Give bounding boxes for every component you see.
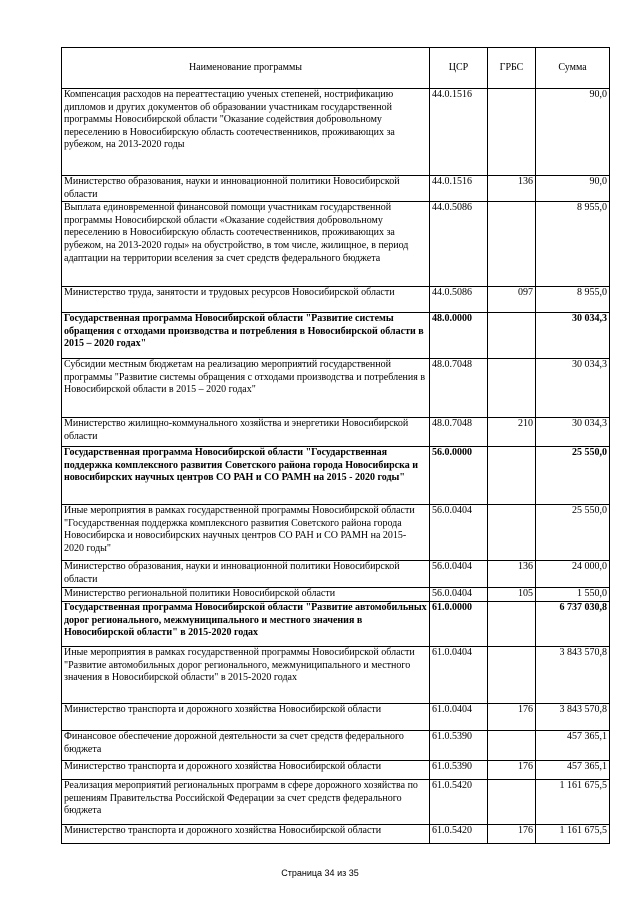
- row-grbs: 176: [488, 761, 536, 780]
- row-name: Иные мероприятия в рамках государственной программы Новосибирской области "Государственная поддержка комплексного развития Советского района города Новосибирска и новосибирских научных центров СО РАН и СО РАМН на 2015- 2020 годы": [62, 505, 430, 561]
- row-grbs: [488, 647, 536, 704]
- row-grbs: [488, 447, 536, 505]
- row-csr: 56.0.0404: [430, 561, 488, 588]
- row-csr: 48.0.7048: [430, 359, 488, 418]
- row-amount: 90,0: [536, 89, 610, 176]
- row-amount: 24 000,0: [536, 561, 610, 588]
- row-name: Министерство образования, науки и инновационной политики Новосибирской области: [62, 176, 430, 202]
- row-amount: 3 843 570,8: [536, 647, 610, 704]
- table-row: [62, 825, 610, 844]
- row-grbs: [488, 780, 536, 825]
- row-grbs: 136: [488, 176, 536, 202]
- table-row: [62, 704, 610, 731]
- row-name: Выплата единовременной финансовой помощи участникам государственной программы Новосибирской области «Оказание содействия добровольному переселению в Новосибирскую область соотечественников, проживающих за рубежом, на 2013-2020 годы» на обустройство, в том числе, жилищное, в период адаптации на территории вселения за счет средств федерального бюджета: [62, 202, 430, 287]
- page-number: Страница 34 из 35: [281, 868, 359, 878]
- header-grbs: ГРБС: [488, 48, 536, 89]
- row-grbs: 176: [488, 704, 536, 731]
- row-grbs: [488, 89, 536, 176]
- row-amount: 8 955,0: [536, 202, 610, 287]
- row-name: Министерство труда, занятости и трудовых ресурсов Новосибирской области: [62, 287, 430, 313]
- row-name: Государственная программа Новосибирской области "Развитие системы обращения с отходами производства и потребления в Новосибирской области в 2015 – 2020 годах": [62, 313, 430, 359]
- row-amount: 1 161 675,5: [536, 825, 610, 844]
- table-row: [62, 647, 610, 704]
- row-name: Государственная программа Новосибирской области "Государственная поддержка комплексного развития Советского района города Новосибирска и новосибирских научных центров СО РАН и СО РАМН на 2015 - 2020 годы": [62, 447, 430, 505]
- row-amount: 30 034,3: [536, 359, 610, 418]
- row-amount: 25 550,0: [536, 505, 610, 561]
- row-csr: 44.0.5086: [430, 202, 488, 287]
- row-amount: 457 365,1: [536, 761, 610, 780]
- row-csr: 61.0.0000: [430, 602, 488, 647]
- row-csr: 44.0.1516: [430, 89, 488, 176]
- row-name: Государственная программа Новосибирской области "Развитие автомобильных дорог регионального, межмуниципального и местного значения в Новосибирской области" в 2015-2020 годах: [62, 602, 430, 647]
- row-name: Министерство жилищно-коммунального хозяйства и энергетики Новосибирской области: [62, 418, 430, 447]
- table-row: [62, 780, 610, 825]
- table-row: [62, 447, 610, 505]
- row-grbs: [488, 731, 536, 761]
- row-amount: 30 034,3: [536, 418, 610, 447]
- row-csr: 61.0.5420: [430, 825, 488, 844]
- row-amount: 6 737 030,8: [536, 602, 610, 647]
- header-amount: Сумма: [536, 48, 610, 89]
- row-csr: 61.0.0404: [430, 647, 488, 704]
- row-csr: 48.0.0000: [430, 313, 488, 359]
- row-csr: 56.0.0000: [430, 447, 488, 505]
- table-row: [62, 202, 610, 287]
- row-name: Субсидии местным бюджетам на реализацию мероприятий государственной программы "Развитие системы обращения с отходами производства и потребления в Новосибирской области в 2015 – 2020 годах": [62, 359, 430, 418]
- row-csr: 61.0.5390: [430, 761, 488, 780]
- row-grbs: 176: [488, 825, 536, 844]
- row-grbs: 136: [488, 561, 536, 588]
- row-csr: 61.0.0404: [430, 704, 488, 731]
- row-amount: 30 034,3: [536, 313, 610, 359]
- table-row: [62, 561, 610, 588]
- header-csr: ЦСР: [430, 48, 488, 89]
- row-grbs: [488, 202, 536, 287]
- row-grbs: 097: [488, 287, 536, 313]
- row-amount: 457 365,1: [536, 731, 610, 761]
- row-amount: 8 955,0: [536, 287, 610, 313]
- row-grbs: 105: [488, 588, 536, 602]
- table-row: [62, 287, 610, 313]
- table-header-row: [62, 48, 610, 89]
- row-csr: 44.0.5086: [430, 287, 488, 313]
- table-row: [62, 505, 610, 561]
- row-name: Министерство образования, науки и инновационной политики Новосибирской области: [62, 561, 430, 588]
- row-name: Министерство транспорта и дорожного хозяйства Новосибирской области: [62, 825, 430, 844]
- table-row: [62, 602, 610, 647]
- row-name: Реализация мероприятий региональных программ в сфере дорожного хозяйства по решениям Правительства Российской Федерации за счет средств федерального бюджета: [62, 780, 430, 825]
- table-row: [62, 176, 610, 202]
- row-name: Иные мероприятия в рамках государственной программы Новосибирской области "Развитие автомобильных дорог регионального, межмуниципального и местного значения в Новосибирской области" в 2015-2020 годах: [62, 647, 430, 704]
- row-grbs: [488, 313, 536, 359]
- row-name: Финансовое обеспечение дорожной деятельности за счет средств федерального бюджета: [62, 731, 430, 761]
- row-amount: 3 843 570,8: [536, 704, 610, 731]
- row-csr: 56.0.0404: [430, 588, 488, 602]
- row-amount: 1 161 675,5: [536, 780, 610, 825]
- row-grbs: [488, 505, 536, 561]
- row-name: Министерство региональной политики Новосибирской области: [62, 588, 430, 602]
- row-name: Компенсация расходов на переаттестацию ученых степеней, нострификацию дипломов и других документов об образовании участникам государственной программы Новосибирской области "Оказание содействия добровольному переселению в Новосибирскую область соотечественников, проживающих за рубежом, на 2013-2020 годы: [62, 89, 430, 176]
- table-row: [62, 313, 610, 359]
- row-grbs: [488, 602, 536, 647]
- table-row: [62, 359, 610, 418]
- table-row: [62, 761, 610, 780]
- table-row: [62, 418, 610, 447]
- header-name: Наименование программы: [62, 48, 430, 89]
- row-amount: 90,0: [536, 176, 610, 202]
- row-csr: 44.0.1516: [430, 176, 488, 202]
- row-amount: 25 550,0: [536, 447, 610, 505]
- row-csr: 61.0.5420: [430, 780, 488, 825]
- table-row: [62, 588, 610, 602]
- row-name: Министерство транспорта и дорожного хозяйства Новосибирской области: [62, 704, 430, 731]
- table-row: [62, 731, 610, 761]
- table-row: [62, 89, 610, 176]
- budget-table: [61, 47, 610, 844]
- row-csr: 48.0.7048: [430, 418, 488, 447]
- table-body: [62, 89, 610, 844]
- row-name: Министерство транспорта и дорожного хозяйства Новосибирской области: [62, 761, 430, 780]
- row-grbs: 210: [488, 418, 536, 447]
- row-amount: 1 550,0: [536, 588, 610, 602]
- row-csr: 56.0.0404: [430, 505, 488, 561]
- row-csr: 61.0.5390: [430, 731, 488, 761]
- row-grbs: [488, 359, 536, 418]
